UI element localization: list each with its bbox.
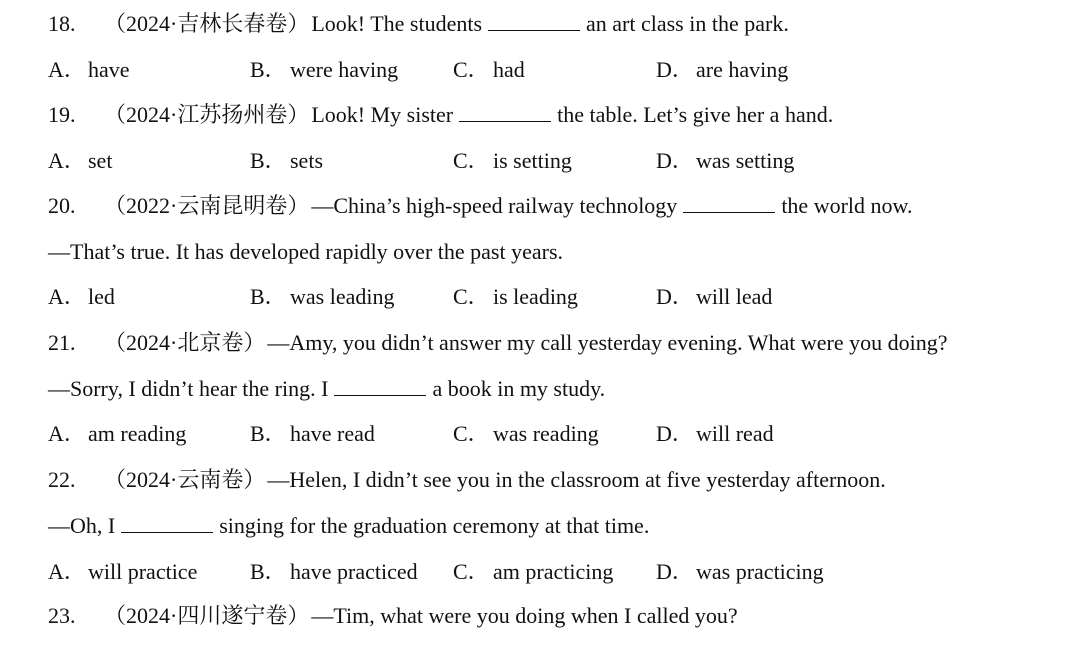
question-number: 23. — [48, 603, 76, 628]
question-20-reply — [48, 237, 563, 267]
stem-text-after: the table. Let’s give her a hand. — [557, 102, 834, 127]
question-18-stem — [48, 9, 789, 39]
option-c[interactable]: C． am practicing — [453, 559, 614, 584]
option-d[interactable]: D．was practicing — [656, 559, 824, 584]
question-number: 18. — [48, 11, 76, 36]
option-c[interactable]: C． had — [453, 57, 525, 82]
question-20-stem — [48, 191, 912, 221]
option-d[interactable]: D．was setting — [656, 148, 795, 173]
stem-text: —Amy, you didn’t answer my call yesterday evening. What were you doing? — [267, 330, 948, 355]
question-21-options — [48, 419, 1048, 449]
question-22-stem — [48, 465, 886, 495]
reply-text-after: a book in my study. — [432, 376, 606, 401]
option-d[interactable]: D．will lead — [656, 284, 773, 309]
option-b[interactable]: B． were having — [250, 57, 399, 82]
question-21-stem — [48, 328, 948, 358]
option-a[interactable]: A．led — [48, 284, 115, 309]
question-source: （2024·云南卷） — [104, 467, 266, 492]
question-source: （2022·云南昆明卷） — [104, 193, 310, 218]
question-20-options — [48, 282, 1048, 312]
stem-text: —Tim, what were you doing when I called you? — [311, 603, 738, 628]
stem-text-after: an art class in the park. — [586, 11, 789, 36]
stem-text: —Helen, I didn’t see you in the classroom at five yesterday afternoon. — [267, 467, 886, 492]
option-a[interactable]: A．am reading — [48, 421, 187, 446]
reply-text: —That’s true. It has developed rapidly over the past years. — [48, 239, 564, 264]
question-number: 21. — [48, 330, 76, 355]
option-b[interactable]: B． have practiced — [250, 559, 418, 584]
question-19-stem — [48, 100, 833, 130]
option-c[interactable]: C． is leading — [453, 284, 578, 309]
option-a[interactable]: A．have — [48, 57, 130, 82]
option-b[interactable]: B． have read — [250, 421, 375, 446]
stem-text: Look! My sister — [311, 102, 454, 127]
option-a[interactable]: A．set — [48, 148, 113, 173]
option-a[interactable]: A．will practice — [48, 559, 198, 584]
question-23-stem — [48, 601, 738, 631]
reply-text: —Sorry, I didn’t hear the ring. I — [48, 376, 329, 401]
answer-blank — [121, 514, 213, 533]
question-source: （2024·吉林长春卷） — [104, 11, 310, 36]
option-b[interactable]: B． sets — [250, 148, 323, 173]
stem-text-after: the world now. — [781, 193, 913, 218]
reply-text-after: singing for the graduation ceremony at that time. — [219, 513, 650, 538]
reply-text: —Oh, I — [48, 513, 116, 538]
stem-text: Look! The students — [311, 11, 483, 36]
option-c[interactable]: C． was reading — [453, 421, 599, 446]
answer-blank — [459, 103, 551, 122]
question-19-options — [48, 146, 1048, 176]
question-source: （2024·江苏扬州卷） — [104, 102, 310, 127]
answer-blank — [488, 12, 580, 31]
question-number: 20. — [48, 193, 76, 218]
question-22-options — [48, 557, 1048, 587]
question-22-reply — [48, 511, 649, 541]
answer-blank — [683, 194, 775, 213]
option-b[interactable]: B． was leading — [250, 284, 395, 309]
question-number: 22. — [48, 467, 76, 492]
option-d[interactable]: D．are having — [656, 57, 789, 82]
question-number: 19. — [48, 102, 76, 127]
question-21-reply — [48, 374, 605, 404]
option-c[interactable]: C． is setting — [453, 148, 572, 173]
question-source: （2024·四川遂宁卷） — [104, 603, 310, 628]
answer-blank — [334, 377, 426, 396]
question-18-options — [48, 55, 1048, 85]
option-d[interactable]: D．will read — [656, 421, 774, 446]
question-source: （2024·北京卷） — [104, 330, 266, 355]
stem-text: —China’s high-speed railway technology — [311, 193, 678, 218]
